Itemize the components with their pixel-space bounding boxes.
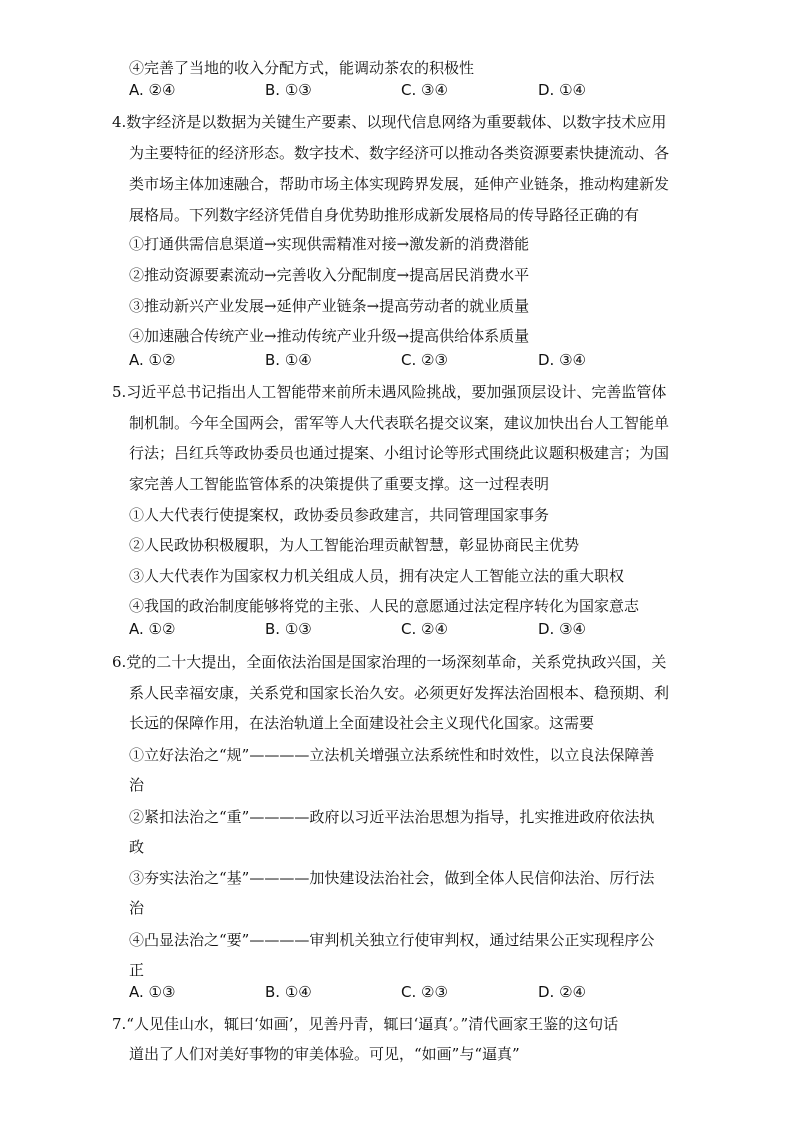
q5-choice-d: D. ③④ <box>538 620 586 638</box>
q5-option-2: ②人民政协积极履职，为人工智能治理贡献智慧，彰显协商民主优势 <box>129 536 580 554</box>
q3-choice-c: C. ③④ <box>401 81 448 99</box>
q7-stem-line-2: 道出了人们对美好事物的审美体验。可见，“如画”与“逼真” <box>129 1045 520 1063</box>
q4-option-2: ②推动资源要素流动→完善收入分配制度→提高居民消费水平 <box>129 266 530 284</box>
q6-option-2-line-2: 政 <box>129 838 145 856</box>
q6-option-3-line-2: 治 <box>129 899 145 917</box>
q4-stem-line-2: 为主要特征的经济形态。数字技术、数字经济可以推动各类资源要素快捷流动、各 <box>129 144 670 162</box>
q7-stem-line-1: 7.“人见佳山水，辄曰‘如画’，见善丹青，辄曰‘逼真’。”清代画家王鉴的这句话 <box>112 1015 619 1033</box>
q6-choice-d: D. ②④ <box>538 983 586 1001</box>
q4-stem-line-3: 类市场主体加速融合，帮助市场主体实现跨界发展，延伸产业链条，推动构建新发 <box>129 175 670 193</box>
q5-stem-line-4: 家完善人工智能监管体系的决策提供了重要支撑。这一过程表明 <box>129 475 550 493</box>
q6-option-4-line-2: 正 <box>129 961 145 979</box>
q6-option-3-line-1: ③夯实法治之“基”————加快建设法治社会，做到全体人民信仰法治、厉行法 <box>129 869 655 887</box>
q5-stem-line-1: 5.习近平总书记指出人工智能带来前所未遇风险挑战，要加强顶层设计、完善监管体 <box>112 383 667 401</box>
q6-option-1-line-1: ①立好法治之“规”————立法机关增强立法系统性和时效性，以立良法保障善 <box>129 746 655 764</box>
q6-option-2-line-1: ②紧扣法治之“重”————政府以习近平法治思想为指导，扎实推进政府依法执 <box>129 808 655 826</box>
q6-option-1-line-2: 治 <box>129 776 145 794</box>
q6-choice-a: A. ①③ <box>129 983 176 1001</box>
q3-option-4: ④完善了当地的收入分配方式，能调动茶农的积极性 <box>129 59 475 77</box>
q4-choice-b: B. ①④ <box>265 351 312 369</box>
q4-stem-line-4: 展格局。下列数字经济凭借自身优势助推形成新发展格局的传导路径正确的有 <box>129 206 640 224</box>
q5-stem-line-3: 行法；吕红兵等政协委员也通过提案、小组讨论等形式围绕此议题积极建言；为国 <box>129 444 670 462</box>
q6-option-4-line-1: ④凸显法治之“要”————审判机关独立行使审判权，通过结果公正实现程序公 <box>129 931 655 949</box>
q4-choice-c: C. ②③ <box>401 351 448 369</box>
q6-stem-line-3: 长远的保障作用，在法治轨道上全面建设社会主义现代化国家。这需要 <box>129 714 595 732</box>
q5-option-3: ③人大代表作为国家权力机关组成人员，拥有决定人工智能立法的重大职权 <box>129 567 625 585</box>
q6-stem-line-1: 6.党的二十大提出，全面依法治国是国家治理的一场深刻革命，关系党执政兴国，关 <box>112 653 667 671</box>
q4-choice-a: A. ①② <box>129 351 176 369</box>
q4-option-3: ③推动新兴产业发展→延伸产业链条→提高劳动者的就业质量 <box>129 297 530 315</box>
q4-option-4: ④加速融合传统产业→推动传统产业升级→提高供给体系质量 <box>129 327 530 345</box>
q5-option-1: ①人大代表行使提案权，政协委员参政建言，共同管理国家事务 <box>129 506 550 524</box>
q5-choice-a: A. ①② <box>129 620 176 638</box>
q3-choice-d: D. ①④ <box>538 81 586 99</box>
q4-choice-d: D. ③④ <box>538 351 586 369</box>
q3-choice-a: A. ②④ <box>129 81 176 99</box>
q6-choice-c: C. ②③ <box>401 983 448 1001</box>
q3-choice-b: B. ①③ <box>265 81 312 99</box>
q5-choice-c: C. ②④ <box>401 620 448 638</box>
q4-option-1: ①打通供需信息渠道→实现供需精准对接→激发新的消费潜能 <box>129 235 530 253</box>
q4-stem-line-1: 4.数字经济是以数据为关键生产要素、以现代信息网络为重要载体、以数字技术应用 <box>112 113 667 131</box>
q6-stem-line-2: 系人民幸福安康，关系党和国家长治久安。必须更好发挥法治固根本、稳预期、利 <box>129 684 670 702</box>
q6-choice-b: B. ①④ <box>265 983 312 1001</box>
q5-stem-line-2: 制机制。今年全国两会，雷军等人大代表联名提交议案，建议加快出台人工智能单 <box>129 414 670 432</box>
q5-choice-b: B. ①③ <box>265 620 312 638</box>
q5-option-4: ④我国的政治制度能够将党的主张、人民的意愿通过法定程序转化为国家意志 <box>129 597 640 615</box>
